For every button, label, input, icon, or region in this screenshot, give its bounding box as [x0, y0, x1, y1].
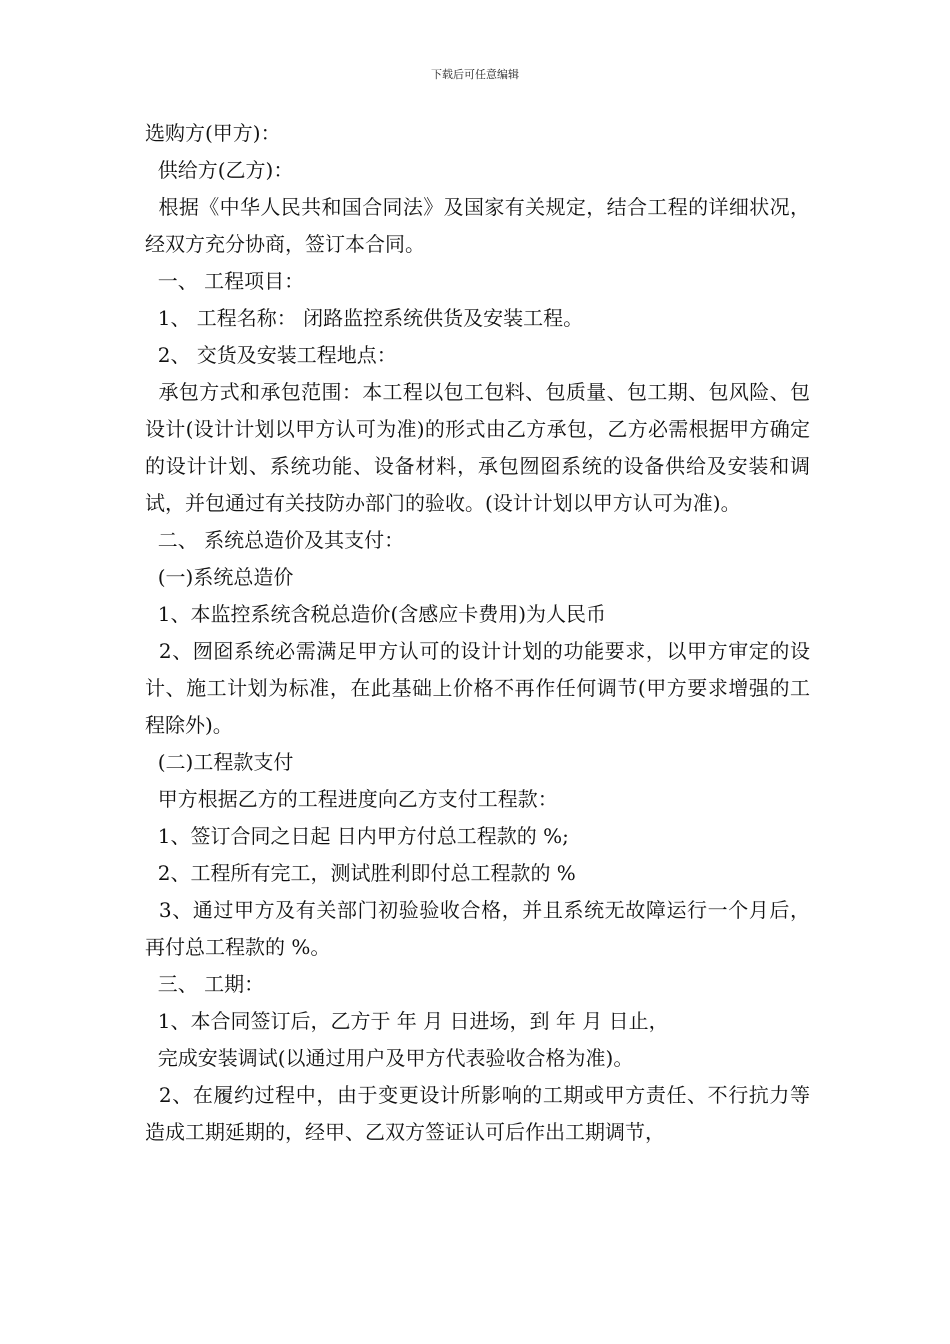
paragraph-schedule-2: 2、在履约过程中，由于变更设计所影响的工期或甲方责任、不行抗力等造成工期延期的，经甲、乙双方签证认可后作出工期调节，: [145, 1083, 810, 1144]
paragraph-project-name: 1、 工程名称： 闭路监控系统供货及安装工程。: [145, 306, 584, 330]
paragraph-price-terms: 2、囫囵系统必需满足甲方认可的设计计划的功能要求，以甲方审定的设计、施工计划为标准，在此基础上价格不再作任何调节(甲方要求增强的工程除外)。: [145, 639, 810, 737]
paragraph-location: 2、 交货及安装工程地点：: [145, 343, 397, 367]
section-heading-schedule: 三、 工期：: [145, 972, 265, 996]
paragraph-payment-2: 2、工程所有完工，测试胜利即付总工程款的 %: [145, 861, 576, 885]
section-heading-price: 二、 系统总造价及其支付：: [145, 528, 405, 552]
paragraph-schedule-completion: 完成安装调试(以通过用户及甲方代表验收合格为准)。: [145, 1046, 634, 1070]
document-body: [145, 115, 810, 1151]
subheading-payment: (二)工程款支付: [145, 750, 294, 774]
paragraph-supplier: 供给方(乙方)：: [145, 158, 294, 182]
paragraph-preamble: 根据《中华人民共和国合同法》及国家有关规定，结合工程的详细状况，经双方充分协商，签订本合同。: [145, 195, 811, 256]
section-heading-project: 一、 工程项目：: [145, 269, 305, 293]
paragraph-contract-scope: 承包方式和承包范围：本工程以包工包料、包质量、包工期、包风险、包设计(设计计划以甲方认可为准)的形式由乙方承包，乙方必需根据甲方确定的设计计划、系统功能、设备材料，承包囫囵系统的设备供给及安装和调试，并包通过有关技防办部门的验收。(设计计划以甲方认可为准)。: [145, 380, 811, 515]
paragraph-schedule-1: 1、本合同签订后，乙方于 年 月 日进场，到 年 月 日止，: [145, 1009, 669, 1033]
paragraph-payment-1: 1、签订合同之日起 日内甲方付总工程款的 %;: [145, 824, 569, 848]
paragraph-payment-3: 3、通过甲方及有关部门初验验收合格，并且系统无故障运行一个月后，再付总工程款的 %。: [145, 898, 810, 959]
paragraph-total-price: 1、本监控系统含税总造价(含感应卡费用)为人民币: [145, 602, 607, 626]
subheading-total-price: (一)系统总造价: [145, 565, 294, 589]
page-header: 下载后可任意编辑: [431, 68, 519, 81]
paragraph-payment-intro: 甲方根据乙方的工程进度向乙方支付工程款：: [145, 787, 558, 811]
paragraph-purchaser: 选购方(甲方)：: [145, 121, 281, 145]
